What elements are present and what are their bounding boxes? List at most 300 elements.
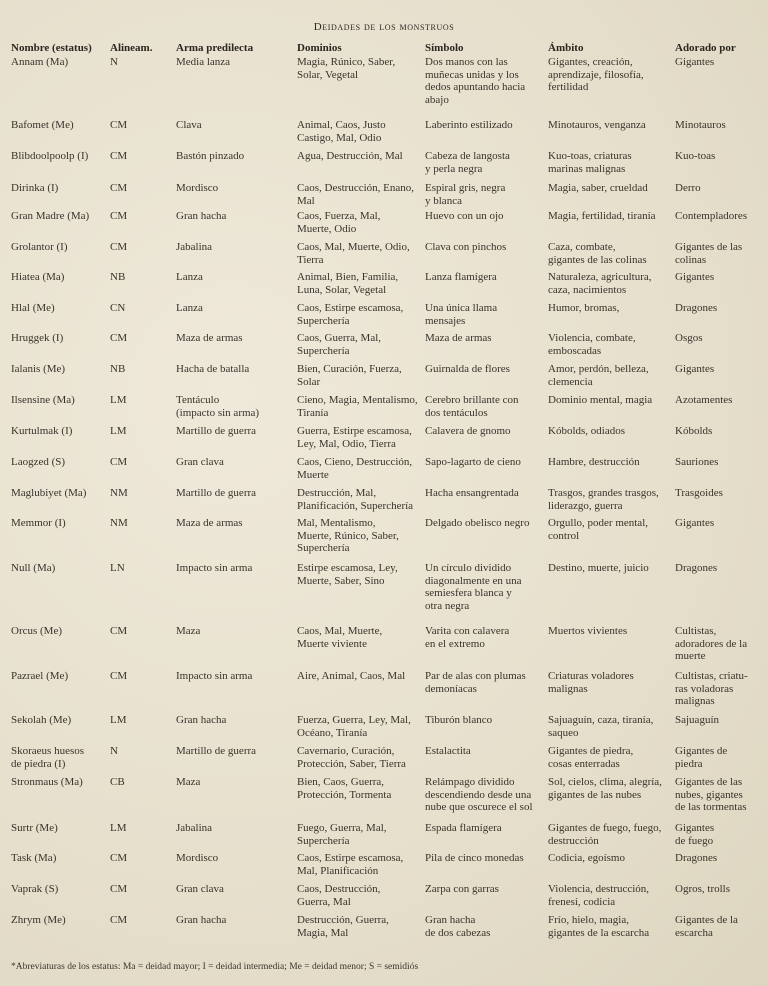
cell-line: Gigantes [675,271,715,283]
cell-adorado [675,394,765,407]
cell-line: Par de alas con plumas [425,670,526,682]
cell-line: Maza de armas [176,332,243,344]
cell-nombre [11,363,106,376]
cell-line: abajo [425,93,449,106]
cell-line: Trasgoides [675,487,723,499]
cell-line: Gran hacha [176,714,227,726]
cell-line: Mal, Planificación [297,864,379,877]
cell-line: Superchería [297,542,350,555]
cell-ambito [548,150,672,175]
cell-alineamiento [110,363,170,376]
cell-adorado [675,56,765,69]
cell-ambito [548,119,672,132]
cell-line: Violencia, combate, [548,332,636,344]
cell-line: NM [110,487,128,499]
cell-simbolo [425,517,545,530]
cell-simbolo [425,883,545,896]
cell-line: Kuo-toas, criaturas [548,150,632,162]
cell-adorado [675,210,765,223]
cell-line: Clava [176,119,202,131]
cell-line: marinas malignas [548,162,626,175]
cell-line: Fuego, Guerra, Mal, [297,822,387,834]
cell-line: Un círculo dividido [425,562,512,574]
cell-line: Gran hacha [425,914,476,926]
cell-line: Codicia, egoísmo [548,852,625,864]
cell-line: Planificación, Superchería [297,499,414,512]
cell-alineamiento [110,745,170,758]
cell-alineamiento [110,852,170,865]
cell-line: Naturaleza, agricultura, [548,271,652,283]
cell-alineamiento [110,56,170,69]
cell-dominios [297,852,422,877]
cell-line: Dragones [675,562,718,574]
cell-line: NM [110,517,128,529]
cell-line: Cabeza de langosta [425,150,510,162]
cell-dominios [297,745,422,770]
cell-line: Estalactita [425,745,471,757]
cell-line: Delgado obelisco negro [425,517,530,529]
cell-line: Pila de cinco monedas [425,852,524,864]
cell-line: Hacha de batalla [176,363,250,375]
cell-adorado [675,150,765,163]
cell-arma [176,714,294,727]
cell-line: Hacha ensangrentada [425,487,519,499]
cell-line: dedos apuntando hacia [425,81,526,94]
cell-adorado [675,425,765,438]
cell-line: CM [110,852,128,864]
cell-line: LM [110,822,127,834]
cell-line: Hambre, destrucción [548,456,640,468]
cell-arma [176,517,294,530]
cell-line: Guerra, Estirpe escamosa, [297,425,412,437]
cell-adorado [675,302,765,315]
cell-line: Lanza [176,271,203,283]
cell-line: Kuo-toas [675,150,716,162]
cell-line: Clava con pinchos [425,241,507,253]
cell-line: adoradores de la [675,637,748,650]
cell-simbolo [425,670,545,695]
cell-dominios [297,271,422,296]
cell-line: ras voladoras [675,682,734,695]
cell-line: Sol, cielos, clima, alegría, [548,776,662,788]
cell-line: Gigantes de las [675,241,743,253]
cell-line: Grolantor (I) [11,241,68,253]
cell-line: Cavernario, Curación, [297,745,395,757]
cell-nombre [11,182,106,195]
cell-adorado [675,852,765,865]
cell-arma [176,119,294,132]
cell-line: Dos manos con las [425,56,508,68]
cell-line: Espada flamígera [425,822,502,834]
cell-line: Agua, Destrucción, Mal [297,150,403,162]
cell-line: Tentáculo [176,394,220,406]
cell-line: liderazgo, guerra [548,499,623,512]
cell-adorado [675,914,765,939]
cell-line: Mal, Mentalismo, [297,517,376,529]
cell-nombre [11,745,106,770]
cell-line: Surtr (Me) [11,822,58,834]
cell-line: dos tentáculos [425,406,488,419]
cell-simbolo [425,914,545,939]
cell-line: malignas [675,695,715,708]
cell-line: Gran hacha [176,914,227,926]
cell-arma [176,852,294,865]
cell-line: Violencia, destrucción, [548,883,650,895]
cell-line: Dragones [675,852,718,864]
cell-line: Relámpago dividido [425,776,515,788]
cell-line: Caos, Mal, Muerte, [297,625,383,637]
cell-line: Caos, Estirpe escamosa, [297,302,404,314]
cell-simbolo [425,210,545,223]
cell-simbolo [425,625,545,650]
cell-line: Humor, bromas, [548,302,620,314]
cell-line: Cieno, Magia, Mentalismo, [297,394,418,406]
cell-line: CM [110,241,128,253]
cell-alineamiento [110,332,170,345]
cell-simbolo [425,241,545,254]
cell-line: fertilidad [548,81,589,94]
cell-nombre [11,425,106,438]
cell-ambito [548,425,672,438]
cell-nombre [11,517,106,530]
cell-line: cosas enterradas [548,757,620,770]
cell-line: Gran clava [176,456,224,468]
cell-adorado [675,822,765,847]
cell-line: Gigantes [675,517,715,529]
cell-line: Gigantes de fuego, fuego, [548,822,662,834]
cell-dominios [297,822,422,847]
cell-line: descendiendo desde una [425,788,532,801]
cell-ambito [548,776,672,801]
cell-line: gigantes de la escarcha [548,926,650,939]
header-alineamiento: Alineam. [110,42,153,54]
cell-line: diagonalmente en una [425,574,522,587]
cell-arma [176,241,294,254]
cell-line: Solar [297,375,321,388]
cell-arma [176,150,294,163]
cell-line: Muerte, Rúnico, Saber, [297,529,399,542]
cell-nombre [11,714,106,727]
cell-line: Hiatea (Ma) [11,271,65,283]
cell-line: Maza [176,625,201,637]
cell-line: Annam (Ma) [11,56,69,68]
cell-dominios [297,425,422,450]
cell-line: Protección, Saber, Tierra [297,757,406,770]
cell-simbolo [425,745,545,758]
cell-line: Maza de armas [425,332,492,344]
cell-line: Martillo de guerra [176,425,257,437]
cell-adorado [675,776,765,814]
cell-line: Muerte, Odio [297,222,357,235]
cell-line: Dirinka (I) [11,182,59,194]
cell-alineamiento [110,394,170,407]
header-adorado: Adorado por [675,42,736,54]
cell-adorado [675,625,765,663]
cell-line: Magia, Mal [297,926,349,939]
cell-simbolo [425,714,545,727]
cell-line: Ilsensine (Ma) [11,394,75,406]
cell-adorado [675,119,765,132]
cell-line: Caos, Destrucción, Enano, [297,182,414,194]
cell-dominios [297,394,422,419]
cell-line: NB [110,363,126,375]
cell-ambito [548,487,672,512]
cell-line: Task (Ma) [11,852,57,864]
cell-line: Frío, hielo, magia, [548,914,629,926]
cell-line: colinas [675,253,707,266]
cell-dominios [297,302,422,327]
cell-arma [176,822,294,835]
cell-arma [176,394,294,419]
cell-line: Ley, Mal, Odio, Tierra [297,437,396,450]
cell-line: Océano, Tiranía [297,726,368,739]
cell-line: Martillo de guerra [176,745,257,757]
cell-line: de piedra (I) [11,757,66,770]
cell-line: Superchería [297,834,350,847]
cell-adorado [675,562,765,575]
cell-alineamiento [110,883,170,896]
cell-line: Pazrael (Me) [11,670,69,682]
cell-alineamiento [110,487,170,500]
cell-arma [176,56,294,69]
cell-line: piedra [675,757,703,770]
cell-ambito [548,822,672,847]
cell-ambito [548,883,672,908]
cell-line: Orcus (Me) [11,625,63,637]
cell-alineamiento [110,562,170,575]
cell-line: Mordisco [176,852,219,864]
cell-ambito [548,210,672,223]
cell-line: Martillo de guerra [176,487,257,499]
cell-line: Guerra, Mal [297,895,351,908]
cell-line: Caza, combate, [548,241,616,253]
cell-line: LM [110,394,127,406]
cell-line: de fuego [675,834,714,847]
cell-line: Tiburón blanco [425,714,493,726]
cell-simbolo [425,56,545,106]
cell-nombre [11,852,106,865]
cell-nombre [11,394,106,407]
cell-line: Gran clava [176,883,224,895]
cell-nombre [11,562,106,575]
cell-line: muñecas unidas y los [425,68,519,81]
cell-alineamiento [110,210,170,223]
cell-nombre [11,150,106,163]
cell-ambito [548,394,672,407]
cell-ambito [548,914,672,939]
header-dominios: Dominios [297,42,342,54]
cell-line: Estirpe escamosa, Ley, [297,562,398,574]
cell-dominios [297,670,422,683]
cell-line: Sekolah (Me) [11,714,72,726]
cell-arma [176,456,294,469]
cell-line: de dos cabezas [425,926,491,939]
cell-arma [176,562,294,575]
cell-line: Cultistas, [675,625,717,637]
cell-line: Aire, Animal, Caos, Mal [297,670,406,682]
cell-line: gigantes de las colinas [548,253,647,266]
cell-line: Caos, Mal, Muerte, Odio, [297,241,410,253]
cell-ambito [548,241,672,266]
cell-ambito [548,182,672,195]
cell-line: Mal [297,194,315,207]
cell-line: Bastón pinzado [176,150,245,162]
cell-line: Criaturas voladores [548,670,634,682]
cell-line: CM [110,182,128,194]
cell-nombre [11,883,106,896]
cell-simbolo [425,487,545,500]
cell-nombre [11,271,106,284]
cell-line: CM [110,210,128,222]
cell-line: Orgullo, poder mental, [548,517,648,529]
cell-line: Null (Ma) [11,562,56,574]
cell-arma [176,883,294,896]
cell-line: escarcha [675,926,713,939]
cell-line: Impacto sin arma [176,670,253,682]
footnote: *Abreviaturas de los estatus: Ma = deidad mayor; I = deidad intermedia; Me = deidad menor; S = semidiós [11,962,419,972]
cell-arma [176,914,294,927]
cell-ambito [548,271,672,296]
cell-arma [176,425,294,438]
cell-arma [176,363,294,376]
cell-line: Calavera de gnomo [425,425,511,437]
cell-line: Dominio mental, magia [548,394,653,406]
cell-simbolo [425,822,545,835]
cell-line: Derro [675,182,701,194]
cell-line: semiesfera blanca y [425,587,512,600]
cell-nombre [11,456,106,469]
cell-ambito [548,714,672,739]
cell-nombre [11,302,106,315]
cell-line: Blibdoolpoolp (I) [11,150,89,162]
cell-line: Guirnalda de flores [425,363,510,375]
cell-alineamiento [110,182,170,195]
cell-line: Gigantes de [675,745,728,757]
cell-dominios [297,119,422,144]
cell-line: N [110,56,118,68]
cell-line: CM [110,456,128,468]
cell-line: CM [110,332,128,344]
cell-arma [176,745,294,758]
cell-line: Maza [176,776,201,788]
cell-line: Minotauros, venganza [548,119,646,131]
cell-line: Animal, Caos, Justo [297,119,386,131]
header-arma: Arma predilecta [176,42,254,54]
cell-line: LN [110,562,125,574]
cell-line: malignas [548,682,588,695]
cell-line: Zarpa con garras [425,883,499,895]
cell-line: Gigantes, creación, [548,56,633,68]
cell-line: Caos, Destrucción, [297,883,381,895]
cell-arma [176,487,294,500]
cell-alineamiento [110,241,170,254]
cell-nombre [11,241,106,254]
cell-line: Jabalina [176,241,213,253]
cell-alineamiento [110,150,170,163]
cell-line: Stronmaus (Ma) [11,776,83,788]
cell-simbolo [425,425,545,438]
cell-line: clemencia [548,375,593,388]
cell-line: Tierra [297,253,324,266]
cell-line: Luna, Solar, Vegetal [297,283,387,296]
cell-line: Kóbolds [675,425,713,437]
cell-nombre [11,56,106,69]
cell-arma [176,271,294,284]
cell-adorado [675,271,765,284]
cell-adorado [675,182,765,195]
cell-ambito [548,456,672,469]
cell-line: Media lanza [176,56,231,68]
cell-adorado [675,714,765,727]
cell-dominios [297,210,422,235]
header-nombre: Nombre (estatus) [11,42,92,54]
cell-line: LM [110,714,127,726]
cell-simbolo [425,332,545,345]
cell-line: Muerte viviente [297,637,367,650]
cell-arma [176,302,294,315]
cell-line: Contempladores [675,210,748,222]
cell-line: CM [110,625,128,637]
cell-simbolo [425,562,545,612]
cell-line: Gran Madre (Ma) [11,210,90,222]
cell-ambito [548,332,672,357]
cell-ambito [548,852,672,865]
cell-line: Jabalina [176,822,213,834]
cell-line: Destino, muerte, juicio [548,562,649,574]
cell-simbolo [425,776,545,814]
cell-line: Tiranía [297,406,329,419]
cell-line: Trasgos, grandes trasgos, [548,487,659,499]
cell-nombre [11,332,106,345]
cell-line: Gran hacha [176,210,227,222]
cell-line: Superchería [297,344,350,357]
cell-line: Gigantes de la [675,914,738,926]
cell-line: Cultistas, criatu- [675,670,748,682]
cell-ambito [548,302,672,315]
cell-nombre [11,210,106,223]
cell-arma [176,332,294,345]
cell-arma [176,625,294,638]
cell-line: Destrucción, Guerra, [297,914,389,926]
cell-dominios [297,776,422,801]
cell-ambito [548,670,672,695]
cell-arma [176,776,294,789]
cell-simbolo [425,852,545,865]
cell-line: Huevo con un ojo [425,210,504,222]
cell-line: Bien, Curación, Fuerza, [297,363,402,375]
cell-line: otra negra [425,599,470,612]
cell-alineamiento [110,914,170,927]
cell-ambito [548,517,672,542]
cell-dominios [297,517,422,555]
cell-adorado [675,487,765,500]
cell-arma [176,182,294,195]
cell-line: Caos, Cieno, Destrucción, [297,456,413,468]
cell-line: Cerebro brillante con [425,394,519,406]
cell-line: y blanca [425,194,462,207]
cell-simbolo [425,394,545,419]
cell-alineamiento [110,714,170,727]
cell-line: saqueo [548,726,579,739]
cell-line: Solar, Vegetal [297,68,359,81]
cell-line: Sajuaguín [675,714,719,726]
cell-alineamiento [110,271,170,284]
cell-line: Maza de armas [176,517,243,529]
cell-line: Amor, perdón, belleza, [548,363,649,375]
cell-line: Protección, Tormenta [297,788,392,801]
cell-line: nubes, gigantes [675,788,743,801]
cell-line: Sajuaguín, caza, tiranía, [548,714,654,726]
